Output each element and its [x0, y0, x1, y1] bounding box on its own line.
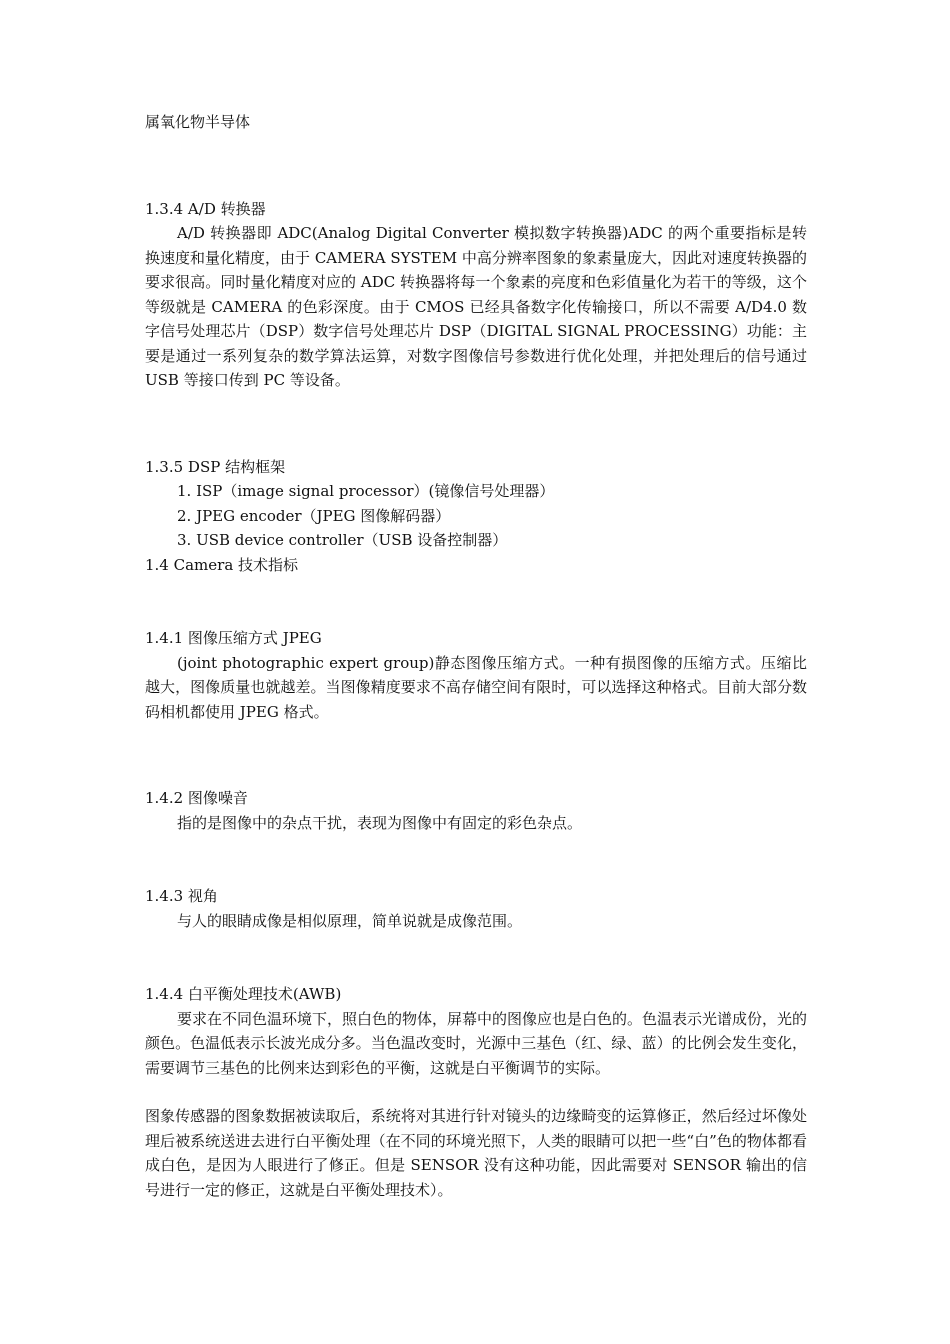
section-1-3-4-heading: 1.3.4 A/D 转换器	[145, 199, 266, 218]
section-1-4-2-body: 指的是图像中的杂点干扰，表现为图像中有固定的彩色杂点。	[177, 813, 583, 832]
dsp-list-item-1: 1. ISP（image signal processor）(镜像信号处理器）	[177, 482, 555, 500]
spacer	[145, 577, 807, 626]
spacer	[145, 1080, 807, 1104]
section-1-4-3-body: 与人的眼睛成像是相似原理，简单说就是成像范围。	[177, 911, 523, 930]
section-1-4-2-heading: 1.4.2 图像噪音	[145, 789, 248, 807]
intro-line: 属氧化物半导体	[145, 113, 251, 131]
spacer	[145, 835, 807, 884]
spacer	[145, 724, 807, 786]
spacer	[145, 393, 807, 455]
section-1-4-4-heading: 1.4.4 白平衡处理技术(AWB)	[145, 985, 342, 1003]
section-1-4-1-heading: 1.4.1 图像压缩方式 JPEG	[145, 629, 322, 647]
section-1-4-4-body-2: 图象传感器的图象数据被读取后，系统将对其进行针对镜头的边缘畸变的运算修正，然后经过坏像处理后被系统送进去进行白平衡处理（在不同的环境光照下，人类的眼睛可以把一些“白”色的物体都看成白色，是因为人眼进行了修正。但是 SENSOR 没有这种功能，因此需要对 SENSOR 输出的信号进行一定的修正，这就是白平衡处理技术）。	[145, 1107, 807, 1199]
dsp-list-item-3: 3. USB device controller（USB 设备控制器）	[177, 531, 508, 549]
section-1-3-5-heading: 1.3.5 DSP 结构框架	[145, 457, 286, 476]
document-page	[145, 110, 807, 1202]
section-1-4-1-body: (joint photographic expert group)静态图像压缩方式。一种有损图像的压缩方式。压缩比越大，图像质量也就越差。当图像精度要求不高存储空间有限时，可以选择这种格式。目前大部分数码相机都使用 JPEG 格式。	[145, 653, 807, 721]
dsp-list-item-2: 2. JPEG encoder（JPEG 图像解码器）	[177, 506, 451, 525]
section-1-4-heading: 1.4 Camera 技术指标	[145, 555, 299, 574]
section-1-4-3-heading: 1.4.3 视角	[145, 887, 218, 905]
section-1-3-4-body: A/D 转换器即 ADC(Analog Digital Converter 模拟数字转换器)ADC 的两个重要指标是转换速度和量化精度，由于 CAMERA SYSTEM 中高分辨率图象的象素量庞大，因此对速度转换器的要求很高。同时量化精度对应的 ADC 转换器将每一个象素的亮度和色彩值量化为若干的等级，这个等级就是 CAMERA 的色彩深度。由于 CMOS 已经具备数字化传输接口，所以不需要 A/D4.0 数字信号处理芯片（DSP）数字信号处理芯片 DSP（DIGITAL SIGNAL PROCESSING）功能：主要是通过一系列复杂的数学算法运算，对数字图像信号参数进行优化处理，并把处理后的信号通过 USB 等接口传到 PC 等设备。	[145, 224, 807, 389]
section-1-4-4-body: 要求在不同色温环境下，照白色的物体，屏幕中的图像应也是白色的。色温表示光谱成份，光的颜色。色温低表示长波光成分多。当色温改变时，光源中三基色（红、绿、蓝）的比例会发生变化，需要调节三基色的比例来达到彩色的平衡，这就是白平衡调节的实际。	[145, 1009, 808, 1077]
spacer	[145, 135, 807, 197]
spacer	[145, 933, 807, 982]
